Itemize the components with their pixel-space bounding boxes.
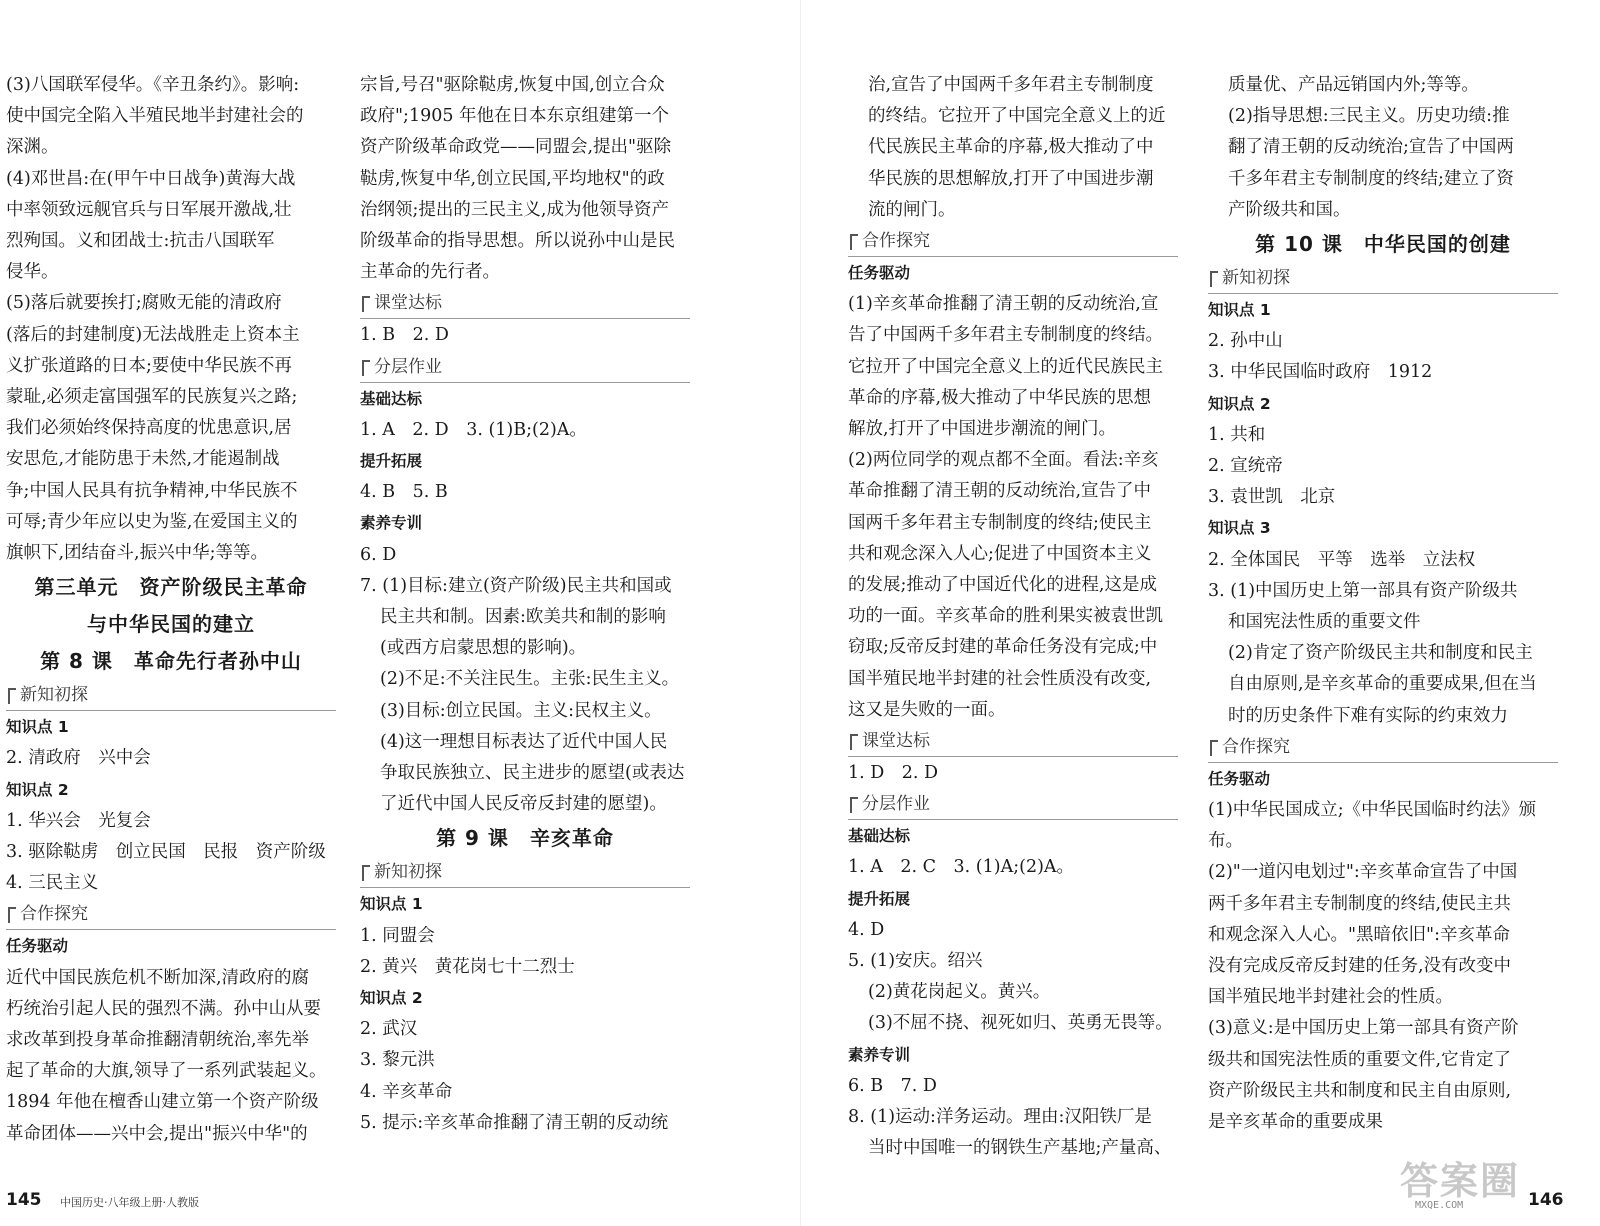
text-line: 告了中国两千多年君主专制制度的终结。	[848, 325, 1163, 346]
text-line: 起了革命的大旗,领导了一系列武装起义。	[6, 1061, 327, 1082]
text-line: 资产阶级革命政党——同盟会,提出"驱除	[360, 137, 672, 158]
text-line: 6. B 7. D	[848, 1075, 937, 1096]
text-line: 时的历史条件下难有实际的约束效力	[1228, 705, 1508, 726]
column-1	[6, 70, 336, 1150]
text-line: (1)中华民国成立;《中华民国临时约法》颁	[1208, 800, 1537, 821]
page-gutter	[800, 0, 801, 1226]
text-line: 华民族的思想解放,打开了中国进步潮	[868, 168, 1154, 189]
subheading: 知识点 3	[1208, 519, 1271, 538]
section-header: 课堂达标	[848, 726, 1178, 757]
text-line: 2. 全体国民 平等 选举 立法权	[1208, 549, 1476, 570]
section-title: 与中华民国的建立	[87, 612, 255, 637]
text-line: 质量优、产品远销国内外;等等。	[1228, 75, 1479, 95]
text-line: 3. 黎元洪	[360, 1050, 435, 1071]
text-line: 3. (1)中国历史上第一部具有资产阶级共	[1208, 580, 1518, 601]
text-line: 功的一面。辛亥革命的胜利果实被袁世凯	[848, 606, 1163, 627]
section-header: 新知初探	[6, 680, 336, 711]
text-line: 2. 宣统帝	[1208, 456, 1283, 477]
text-line: 阶级革命的指导思想。所以说孙中山是民	[360, 231, 675, 252]
text-line: 8. (1)运动:洋务运动。理由:汉阳铁厂是	[848, 1107, 1152, 1128]
text-line: 它拉开了中国完全意义上的近代民族民主	[848, 356, 1163, 377]
text-line: 5. (1)安庆。绍兴	[848, 951, 983, 972]
text-line: 产阶级共和国。	[1228, 199, 1351, 220]
text-line: 烈殉国。义和团战士:抗击八国联军	[6, 231, 275, 252]
subheading: 任务驱动	[1208, 769, 1271, 788]
text-line: 中率领致远舰官兵与日军展开激战,壮	[6, 199, 292, 220]
text-line: 治,宣告了中国两千多年君主专制制度	[868, 75, 1154, 95]
subheading: 知识点 1	[1208, 301, 1271, 320]
text-line: (2)"一道闪电划过":辛亥革命宣告了中国	[1208, 862, 1518, 883]
column-4	[1208, 70, 1558, 1138]
subheading: 知识点 1	[360, 895, 423, 914]
text-line: (落后的封建制度)无法战胜走上资本主	[6, 324, 300, 345]
text-line: 3. 袁世凯 北京	[1208, 487, 1336, 508]
text-line: 窃取;反帝反封建的革命任务没有完成;中	[848, 637, 1158, 658]
text-line: 2. 孙中山	[1208, 331, 1283, 352]
section-header: 新知初探	[1208, 263, 1558, 294]
text-line: 深渊。	[6, 137, 59, 158]
text-line: 2. 清政府 兴中会	[6, 748, 151, 769]
watermark-logo: 答案圈	[1400, 1159, 1521, 1203]
text-line: 3. 中华民国临时政府 1912	[1208, 362, 1433, 383]
text-line: 3. 驱除鞑虏 创立民国 民报 资产阶级	[6, 842, 326, 863]
text-line: 1. B 2. D	[360, 325, 449, 346]
section-title: 第 8 课 革命先行者孙中山	[40, 649, 302, 674]
text-line: 求改革到投身革命推翻清朝统治,率先举	[6, 1030, 310, 1051]
right-page-number: 146	[1528, 1190, 1564, 1210]
text-line: 级共和国宪法性质的重要文件,它肯定了	[1208, 1049, 1512, 1070]
section-title: 第 9 课 辛亥革命	[436, 826, 614, 851]
text-line: 的发展;推动了中国近代化的进程,这是成	[848, 575, 1157, 596]
subheading: 提升拓展	[848, 889, 911, 908]
text-line: 可辱;青少年应以史为鉴,在爱国主义的	[6, 511, 298, 532]
text-line: 1. 华兴会 光复会	[6, 810, 151, 831]
section-header: 分层作业	[848, 789, 1178, 820]
text-line: 1894 年他在檀香山建立第一个资产阶级	[6, 1092, 319, 1113]
text-line: 革命推翻了清王朝的反动统治,宣告了中	[848, 481, 1152, 502]
text-line: 解放,打开了中国进步潮流的闸门。	[848, 419, 1117, 440]
text-line: 代民族民主革命的序幕,极大推动了中	[868, 137, 1154, 158]
subheading: 知识点 2	[1208, 394, 1271, 413]
text-line: 侵华。	[6, 262, 59, 283]
section-title: 第三单元 资产阶级民主革命	[34, 575, 308, 600]
text-line: 2. 黄兴 黄花岗七十二烈士	[360, 956, 575, 977]
text-line: 革命的序幕,极大推动了中华民族的思想	[848, 387, 1152, 408]
text-line: 千多年君主专制制度的终结;建立了资	[1228, 168, 1514, 189]
column-2	[360, 70, 690, 1139]
subheading: 基础达标	[848, 827, 911, 846]
text-line: 民主共和制。因素:欧美共和制的影响	[380, 607, 666, 628]
section-header: 新知初探	[360, 857, 690, 888]
text-line: 没有完成反帝反封建的任务,没有改变中	[1208, 956, 1512, 977]
text-line: 4. 辛亥革命	[360, 1081, 453, 1102]
text-line: 4. 三民主义	[6, 873, 99, 894]
text-line: (2)黄花岗起义。黄兴。	[868, 982, 1051, 1003]
text-line: (1)辛亥革命推翻了清王朝的反动统治,宣	[848, 294, 1159, 315]
text-line: 鞑虏,恢复中华,创立民国,平均地权"的政	[360, 168, 665, 189]
text-line: (3)目标:创立民国。主义:民权主义。	[380, 700, 662, 721]
text-line: 5. 提示:辛亥革命推翻了清王朝的反动统	[360, 1112, 669, 1133]
column-3	[848, 70, 1178, 1165]
text-line: 了近代中国人民反帝反封建的愿望)。	[380, 794, 667, 815]
text-line: 4. B 5. B	[360, 482, 448, 503]
text-line: 6. D	[360, 544, 397, 565]
text-line: 1. A 2. D 3. (1)B;(2)A。	[360, 419, 587, 440]
text-line: (4)这一理想目标表达了近代中国人民	[380, 731, 668, 752]
left-footer-text: 中国历史·八年级上册·人教版	[60, 1196, 199, 1209]
section-header: 合作探究	[6, 899, 336, 930]
text-line: (5)落后就要挨打;腐败无能的清政府	[6, 293, 282, 314]
text-line: 义扩张道路的日本;要使中华民族不再	[6, 355, 292, 376]
text-line: (2)指导思想:三民主义。历史功绩:推	[1228, 106, 1510, 127]
text-line: 是辛亥革命的重要成果	[1208, 1112, 1383, 1133]
section-header: 课堂达标	[360, 288, 690, 319]
text-line: 4. D	[848, 919, 885, 940]
text-line: 旗帜下,团结奋斗,振兴中华;等等。	[6, 543, 269, 564]
text-line: 1. A 2. C 3. (1)A;(2)A。	[848, 857, 1075, 878]
text-line: (3)意义:是中国历史上第一部具有资产阶	[1208, 1018, 1519, 1039]
text-line: (4)邓世昌:在(甲午中日战争)黄海大战	[6, 168, 296, 189]
text-line: 争;中国人民具有抗争精神,中华民族不	[6, 480, 298, 501]
text-line: 自由原则,是辛亥革命的重要成果,但在当	[1228, 674, 1537, 695]
text-line: 当时中国唯一的钢铁生产基地;产量高、	[868, 1138, 1172, 1159]
text-line: 1. D 2. D	[848, 763, 939, 784]
text-line: (2)不足:不关注民生。主张:民生主义。	[380, 669, 680, 690]
text-line: (3)八国联军侵华。《辛丑条约》。影响:	[6, 75, 300, 95]
text-line: (3)不屈不挠、视死如归、英勇无畏等。	[868, 1013, 1173, 1034]
text-line: 2. 武汉	[360, 1019, 418, 1040]
text-line: 革命团体——兴中会,提出"振兴中华"的	[6, 1123, 308, 1144]
text-line: 蒙耻,必须走富国强军的民族复兴之路;	[6, 387, 298, 408]
subheading: 任务驱动	[6, 937, 69, 956]
text-line: 宗旨,号召"驱除鞑虏,恢复中国,创立合众	[360, 75, 665, 95]
text-line: 7. (1)目标:建立(资产阶级)民主共和国或	[360, 575, 672, 596]
text-line: 这又是失败的一面。	[848, 699, 1006, 720]
text-line: 共和观念深入人心;促进了中国资本主义	[848, 543, 1152, 564]
section-header: 分层作业	[360, 352, 690, 383]
section-header: 合作探究	[848, 226, 1178, 257]
subheading: 知识点 2	[360, 989, 423, 1008]
subheading: 基础达标	[360, 389, 423, 408]
text-line: (2)两位同学的观点都不全面。看法:辛亥	[848, 450, 1159, 471]
text-line: 和国宪法性质的重要文件	[1228, 612, 1421, 633]
section-title: 第 10 课 中华民国的创建	[1255, 232, 1511, 257]
subheading: 提升拓展	[360, 452, 423, 471]
subheading: 素养专训	[360, 514, 423, 533]
subheading: 素养专训	[848, 1045, 911, 1064]
text-line: 流的闸门。	[868, 199, 956, 220]
subheading: 知识点 1	[6, 718, 69, 737]
text-line: 近代中国民族危机不断加深,清政府的腐	[6, 967, 310, 988]
subheading: 知识点 2	[6, 780, 69, 799]
text-line: (或西方启蒙思想的影响)。	[380, 638, 587, 659]
text-line: 1. 同盟会	[360, 925, 435, 946]
text-line: 使中国完全陷入半殖民地半封建社会的	[6, 106, 304, 127]
left-page-number: 145	[6, 1190, 42, 1210]
text-line: 主革命的先行者。	[360, 262, 500, 283]
text-line: 国两千多年君主专制制度的终结;使民主	[848, 512, 1152, 533]
text-line: 资产阶级民主共和制度和民主自由原则,	[1208, 1080, 1512, 1101]
text-line: 安思危,才能防患于未然,才能遏制战	[6, 449, 280, 470]
text-line: 我们必须始终保持高度的忧患意识,居	[6, 418, 292, 439]
text-line: 1. 共和	[1208, 424, 1266, 445]
text-line: 争取民族独立、民主进步的愿望(或表达	[380, 763, 685, 784]
text-line: 朽统治引起人民的强烈不满。孙中山从要	[6, 998, 321, 1019]
text-line: 和观念深入人心。"黑暗依旧":辛亥革命	[1208, 924, 1510, 945]
text-line: 国半殖民地半封建的社会性质没有改变,	[848, 668, 1152, 689]
text-line: 翻了清王朝的反动统治;宣告了中国两	[1228, 137, 1514, 158]
section-header: 合作探究	[1208, 732, 1558, 763]
text-line: 治纲领;提出的三民主义,成为他领导资产	[360, 199, 669, 220]
text-line: 布。	[1208, 831, 1243, 852]
text-line: 的终结。它拉开了中国完全意义上的近	[868, 106, 1166, 127]
text-line: 两千多年君主专制制度的终结,使民主共	[1208, 893, 1512, 914]
text-line: 国半殖民地半封建社会的性质。	[1208, 987, 1453, 1008]
subheading: 任务驱动	[848, 264, 911, 283]
text-line: (2)肯定了资产阶级民主共和制度和民主	[1228, 643, 1533, 664]
text-line: 政府";1905 年他在日本东京组建第一个	[360, 106, 670, 127]
watermark-url: MXQE.COM	[1415, 1200, 1464, 1211]
